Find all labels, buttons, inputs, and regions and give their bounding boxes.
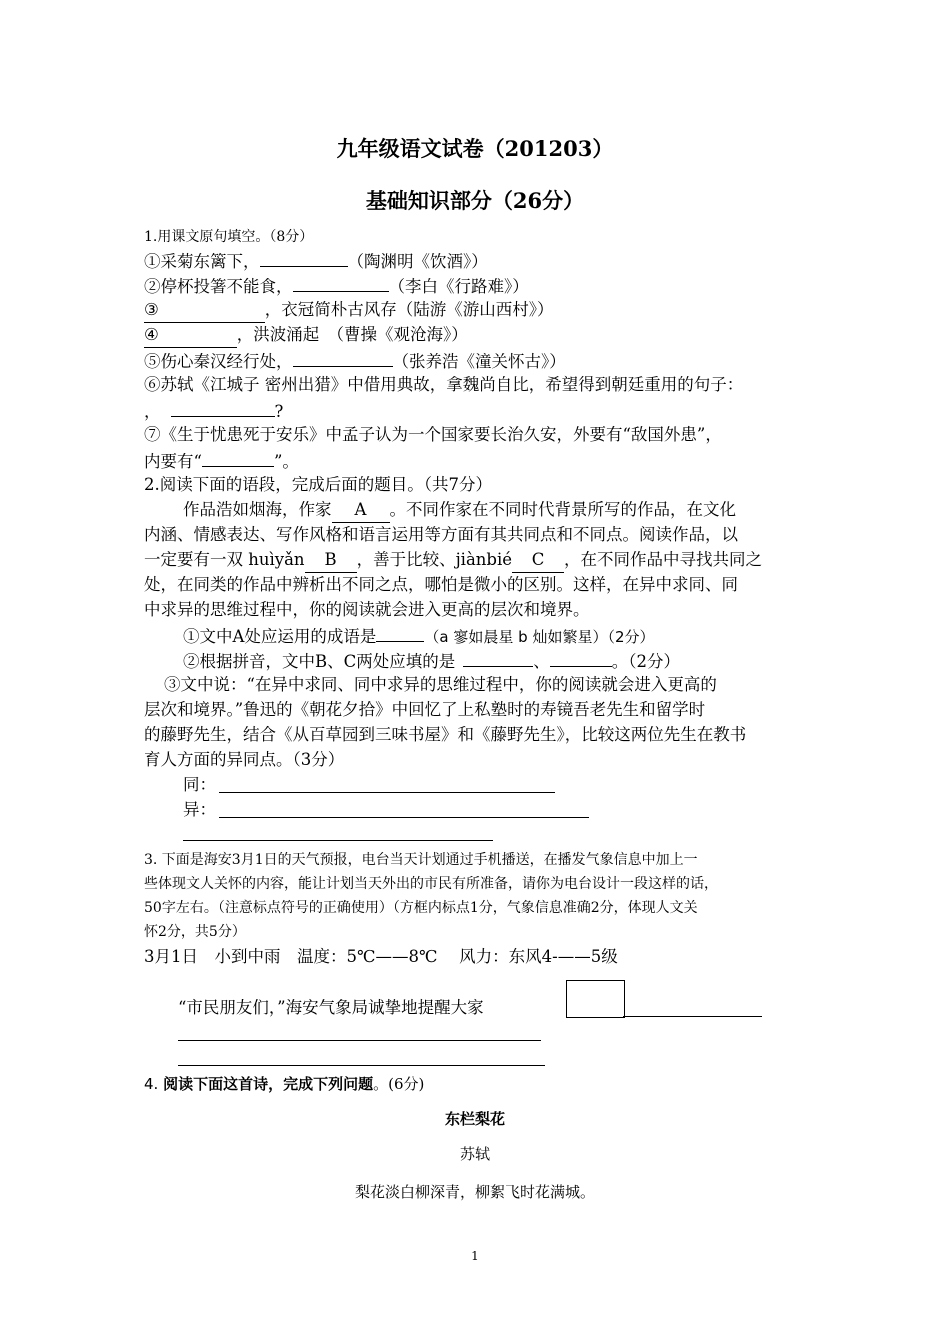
blank-a: A [332,498,390,523]
poem-title: 东栏梨花 [444,1110,505,1128]
q3-answer-line-3[interactable] [178,1065,545,1066]
answer-blank[interactable] [171,398,275,417]
q2-paragraph-line-3: 一定要有一双 huìyǎn B ，善于比较、jiànbié C ，在不同作品中寻找共同之 [144,548,762,573]
q3-stem-line-2: 些体现文人关怀的内容，能让计划当天外出的市民有所准备，请你为电台设计一段这样的话， [144,876,718,892]
q2-paragraph-line-4: 处，在同类的作品中辨析出不同之点，哪怕是微小的区别。这样，在异中求同、同 [144,575,738,594]
diff-answer-line[interactable] [219,817,589,818]
q2-sub3-line-1: ③文中说：“在异中求同、同中求异的思维过程中，你的阅读就会进入更高的 [164,675,717,694]
page-number: 1 [471,1249,479,1263]
blank-c: C [512,548,564,573]
q3-stem-line-1: 3. 下面是海安3月1日的天气预报，电台当天计划通过手机播送，在播发气象信息中加上一 [144,852,698,868]
punctuation-box[interactable] [566,980,625,1018]
q3-answer-line-1[interactable] [623,1016,762,1017]
diff-label: 异： [183,800,216,819]
q3-stem-line-3: 50字左右。（注意标点符号的正确使用）（方框内标点1分，气象信息准确2分，体现人文关 [144,900,698,916]
q2-sub3-line-4: 育人方面的异同点。（3分） [144,750,345,769]
q1-item-5: ⑤伤心秦汉经行处， （张养浩《潼关怀古》） [144,348,566,374]
q1-item-6: ⑥苏轼《江城子 密州出猎》中借用典故，拿魏尚自比，希望得到朝廷重用的句子： [144,375,744,394]
poem-author: 苏轼 [459,1145,490,1163]
answer-blank[interactable] [202,448,274,467]
q1-item-2: ②停杯投箸不能食， （李白《行路难》） [144,273,529,299]
q1-item-6-answer: ， ? [144,398,283,424]
section-title: 基础知识部分（26分） [365,188,585,213]
answer-blank[interactable] [293,348,393,367]
q1-item-1: ①采菊东篱下， （陶渊明《饮酒》） [144,248,488,274]
weather-forecast: 3月1日 小到中雨 温度：5℃——8℃ 风力：东风4-——5级 [144,947,618,966]
answer-blank[interactable] [293,273,389,292]
same-answer-line[interactable] [219,792,555,793]
q1-stem: 1.用课文原句填空。（8分） [144,229,314,245]
q2-sub2: ②根据拼音，文中B、C两处应填的是 、 。（2分） [183,648,680,674]
q2-sub3-line-3: 的藤野先生，结合《从百草园到三味书屋》和《藤野先生》，比较这两位先生在教书 [144,725,747,744]
answer-blank[interactable] [376,623,424,642]
q4-stem: 4. 阅读下面这首诗，完成下列问题。(6分) [144,1075,425,1093]
blank-b: B [305,548,357,573]
q1-item-7-answer: 内要有“ ”。 [144,448,299,474]
q1-item-4: ④ ，洪波涌起 （曹操《观沧海》） [144,323,468,348]
diff-answer-line-2[interactable] [183,840,493,841]
q2-paragraph-line-1: 作品浩如烟海，作家 A 。不同作家在不同时代背景所写的作品，在文化 [183,498,736,523]
q3-stem-line-4: 怀2分，共5分） [144,924,246,940]
answer-blank[interactable] [463,648,533,667]
q2-paragraph-line-2: 内涵、情感表达、写作风格和语言运用等方面有其共同点和不同点。阅读作品，以 [144,525,738,544]
answer-blank[interactable] [550,648,612,667]
q1-item-3: ③ ，衣冠简朴古风存（陆游《游山西村》） [144,298,554,323]
answer-blank[interactable] [260,248,348,267]
same-label: 同： [183,775,216,794]
poem-line: 梨花淡白柳深青，柳絮飞时花满城。 [354,1183,595,1201]
q2-sub1: ①文中A处应运用的成语是 （a 寥如晨星 b 灿如繁星）（2分） [183,623,654,649]
q2-paragraph-line-5: 中求异的思维过程中，你的阅读就会进入更高的层次和境界。 [144,600,590,619]
q2-sub3-line-2: 层次和境界。”鲁迅的《朝花夕拾》中回忆了上私塾时的寿镜吾老先生和留学时 [144,700,706,719]
q3-answer-line-2[interactable] [178,1040,541,1041]
q3-answer-start: “市民朋友们，”海安气象局诚挚地提醒大家 [178,998,484,1017]
q2-stem: 2.阅读下面的语段，完成后面的题目。（共7分） [144,475,492,494]
exam-title: 九年级语文试卷（201203） [336,136,614,161]
q1-item-7: ⑦《生于忧患死于安乐》中孟子认为一个国家要长治久安，外要有“敌国外患”， [144,425,722,444]
